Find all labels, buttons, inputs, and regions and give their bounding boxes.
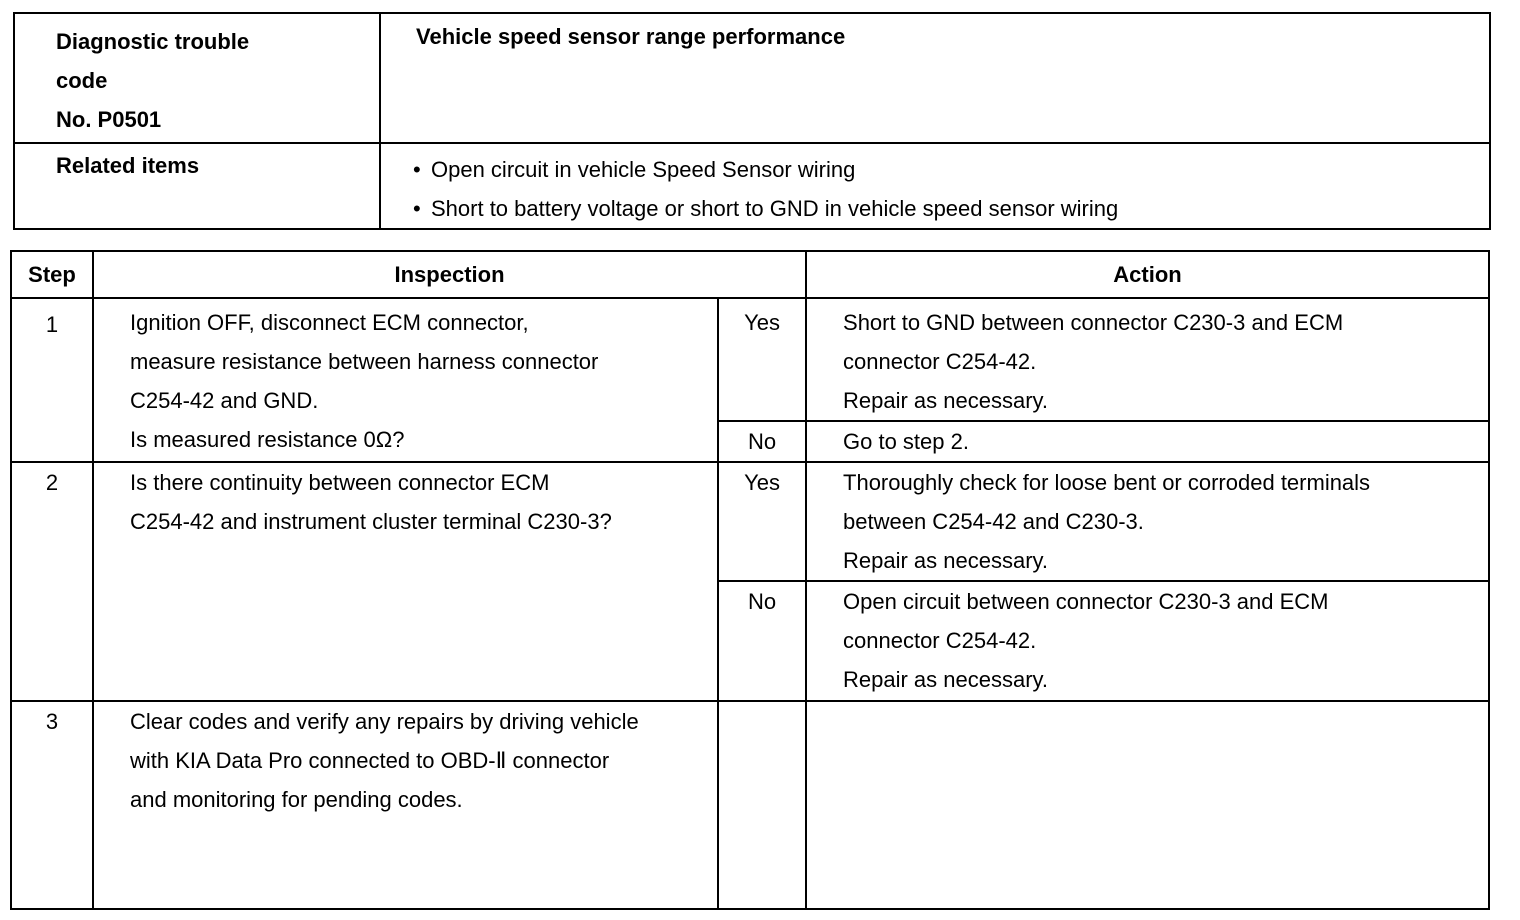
dtc-code-number: No. P0501 bbox=[56, 107, 162, 132]
inspection-question: C254-42 and instrument cluster terminal C230-3? bbox=[130, 509, 612, 534]
table-row bbox=[11, 701, 1489, 909]
no-label: No bbox=[718, 421, 806, 462]
inspection-cell bbox=[93, 701, 718, 909]
column-header-inspection: Inspection bbox=[93, 251, 806, 298]
related-items-label-cell bbox=[14, 143, 380, 229]
column-header-action: Action bbox=[806, 251, 1489, 298]
inspection-question: Is measured resistance 0Ω? bbox=[130, 427, 405, 452]
related-items-cell bbox=[380, 143, 1490, 229]
action-text: between C254-42 and C230-3. bbox=[843, 509, 1144, 534]
inspection-text: C254-42 and GND. bbox=[130, 388, 319, 413]
inspection-text: with KIA Data Pro connected to OBD-Ⅱ connector bbox=[130, 748, 610, 773]
action-cell bbox=[806, 298, 1489, 421]
action-text: connector C254-42. bbox=[843, 349, 1037, 374]
step-number: 1 bbox=[11, 298, 93, 462]
inspection-text: Ignition OFF, disconnect ECM connector, bbox=[130, 310, 529, 335]
dtc-title-cell bbox=[380, 13, 1490, 143]
action-text: connector C254-42. bbox=[843, 628, 1037, 653]
action-cell bbox=[806, 421, 1489, 462]
inspection-text: measure resistance between harness connector bbox=[130, 349, 599, 374]
table-row bbox=[11, 298, 1489, 421]
yes-label: Yes bbox=[718, 462, 806, 581]
diagnostic-steps-table bbox=[10, 250, 1490, 910]
related-items-list bbox=[381, 144, 1489, 228]
related-item: • Open circuit in vehicle Speed Sensor wiring bbox=[413, 150, 1489, 189]
yes-label: Yes bbox=[718, 298, 806, 421]
action-cell bbox=[806, 462, 1489, 581]
inspection-text: and monitoring for pending codes. bbox=[130, 787, 463, 812]
step-number: 3 bbox=[11, 701, 93, 909]
inspection-cell bbox=[93, 298, 718, 462]
dtc-header-table bbox=[13, 12, 1491, 230]
inspection-cell bbox=[93, 462, 718, 701]
dtc-label-line: Diagnostic trouble bbox=[56, 29, 250, 54]
inspection-text: Clear codes and verify any repairs by driving vehicle bbox=[130, 709, 639, 734]
no-label: No bbox=[718, 581, 806, 701]
action-text: Repair as necessary. bbox=[843, 667, 1049, 692]
inspection-text: Is there continuity between connector ECM bbox=[130, 470, 550, 495]
action-text: Go to step 2. bbox=[843, 429, 969, 454]
empty-yn-cell bbox=[718, 701, 806, 909]
step-number: 2 bbox=[11, 462, 93, 701]
action-text: Open circuit between connector C230-3 and ECM bbox=[843, 589, 1329, 614]
table-row bbox=[11, 462, 1489, 581]
dtc-label-cell bbox=[14, 13, 380, 143]
dtc-title: Vehicle speed sensor range performance bbox=[416, 24, 846, 49]
action-cell bbox=[806, 581, 1489, 701]
dtc-label-line: code bbox=[56, 68, 108, 93]
action-text: Repair as necessary. bbox=[843, 548, 1049, 573]
action-text: Thoroughly check for loose bent or corroded terminals bbox=[843, 470, 1371, 495]
empty-action-cell bbox=[806, 701, 1489, 909]
action-text: Short to GND between connector C230-3 and ECM bbox=[843, 310, 1344, 335]
action-text: Repair as necessary. bbox=[843, 388, 1049, 413]
related-item: • Short to battery voltage or short to GND in vehicle speed sensor wiring bbox=[413, 189, 1489, 228]
related-items-label: Related items bbox=[56, 153, 200, 178]
column-header-step: Step bbox=[11, 251, 93, 298]
